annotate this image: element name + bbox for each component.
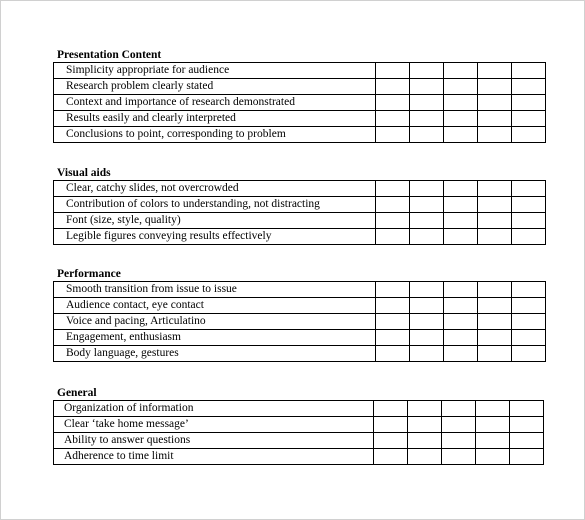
score-cell[interactable]	[376, 213, 410, 229]
score-cell[interactable]	[512, 181, 546, 197]
score-cell[interactable]	[512, 111, 546, 127]
score-cell[interactable]	[376, 181, 410, 197]
score-cell[interactable]	[444, 298, 478, 314]
score-cell[interactable]	[410, 346, 444, 362]
criterion-label: Font (size, style, quality)	[54, 213, 376, 229]
score-cell[interactable]	[444, 79, 478, 95]
score-cell[interactable]	[376, 197, 410, 213]
score-cell[interactable]	[476, 417, 510, 433]
score-cell[interactable]	[478, 298, 512, 314]
score-cell[interactable]	[410, 298, 444, 314]
score-cell[interactable]	[374, 449, 408, 465]
score-cell[interactable]	[512, 346, 546, 362]
score-cell[interactable]	[478, 181, 512, 197]
score-cell[interactable]	[478, 330, 512, 346]
score-cell[interactable]	[376, 330, 410, 346]
score-cell[interactable]	[444, 95, 478, 111]
score-cell[interactable]	[512, 229, 546, 245]
score-cell[interactable]	[410, 181, 444, 197]
score-cell[interactable]	[410, 95, 444, 111]
criterion-label: Context and importance of research demonstrated	[54, 95, 376, 111]
score-cell[interactable]	[478, 63, 512, 79]
criterion-label: Adherence to time limit	[54, 449, 374, 465]
table-row	[54, 63, 546, 79]
criterion-label: Clear, catchy slides, not overcrowded	[54, 181, 376, 197]
score-cell[interactable]	[410, 111, 444, 127]
score-cell[interactable]	[374, 401, 408, 417]
criterion-label: Research problem clearly stated	[54, 79, 376, 95]
score-cell[interactable]	[512, 330, 546, 346]
table-row	[54, 346, 546, 362]
rubric-table	[53, 400, 544, 465]
score-cell[interactable]	[444, 213, 478, 229]
criterion-label: Voice and pacing, Articulatino	[54, 314, 376, 330]
score-cell[interactable]	[374, 417, 408, 433]
score-cell[interactable]	[376, 79, 410, 95]
table-row	[54, 298, 546, 314]
criterion-label: Body language, gestures	[54, 346, 376, 362]
criterion-label: Contribution of colors to understanding, not distracting	[54, 197, 376, 213]
score-cell[interactable]	[444, 330, 478, 346]
table-row	[54, 330, 546, 346]
score-cell[interactable]	[376, 314, 410, 330]
score-cell[interactable]	[376, 95, 410, 111]
table-row	[54, 111, 546, 127]
score-cell[interactable]	[512, 95, 546, 111]
score-cell[interactable]	[478, 213, 512, 229]
rubric-table	[53, 281, 546, 362]
score-cell[interactable]	[510, 433, 544, 449]
score-cell[interactable]	[444, 282, 478, 298]
score-cell[interactable]	[478, 79, 512, 95]
score-cell[interactable]	[408, 449, 442, 465]
table-row	[54, 449, 544, 465]
score-cell[interactable]	[478, 111, 512, 127]
table-row	[54, 95, 546, 111]
section-title: Performance	[57, 268, 121, 280]
score-cell[interactable]	[410, 79, 444, 95]
score-cell[interactable]	[410, 197, 444, 213]
score-cell[interactable]	[510, 449, 544, 465]
score-cell[interactable]	[376, 127, 410, 143]
section-presentation-content	[53, 48, 536, 143]
score-cell[interactable]	[512, 282, 546, 298]
score-cell[interactable]	[376, 282, 410, 298]
score-cell[interactable]	[376, 111, 410, 127]
score-cell[interactable]	[410, 330, 444, 346]
score-cell[interactable]	[442, 449, 476, 465]
score-cell[interactable]	[476, 449, 510, 465]
rubric-table	[53, 62, 546, 143]
score-cell[interactable]	[478, 346, 512, 362]
score-cell[interactable]	[410, 213, 444, 229]
score-cell[interactable]	[444, 346, 478, 362]
score-cell[interactable]	[410, 314, 444, 330]
score-cell[interactable]	[408, 401, 442, 417]
score-cell[interactable]	[442, 417, 476, 433]
score-cell[interactable]	[408, 417, 442, 433]
score-cell[interactable]	[442, 433, 476, 449]
score-cell[interactable]	[478, 197, 512, 213]
score-cell[interactable]	[376, 346, 410, 362]
score-cell[interactable]	[512, 298, 546, 314]
score-cell[interactable]	[512, 79, 546, 95]
rubric-table	[53, 180, 546, 245]
criterion-label: Results easily and clearly interpreted	[54, 111, 376, 127]
score-cell[interactable]	[376, 298, 410, 314]
score-cell[interactable]	[444, 111, 478, 127]
score-cell[interactable]	[478, 95, 512, 111]
score-cell[interactable]	[510, 401, 544, 417]
score-cell[interactable]	[510, 417, 544, 433]
table-row	[54, 213, 546, 229]
table-row	[54, 401, 544, 417]
section-title: Presentation Content	[57, 49, 162, 61]
score-cell[interactable]	[512, 127, 546, 143]
section-title: Visual aids	[57, 167, 111, 179]
score-cell[interactable]	[410, 282, 444, 298]
score-cell[interactable]	[444, 63, 478, 79]
criterion-label: Engagement, enthusiasm	[54, 330, 376, 346]
criterion-label: Ability to answer questions	[54, 433, 374, 449]
score-cell[interactable]	[376, 229, 410, 245]
table-row	[54, 282, 546, 298]
table-row	[54, 314, 546, 330]
score-cell[interactable]	[478, 229, 512, 245]
score-cell[interactable]	[444, 229, 478, 245]
score-cell[interactable]	[374, 433, 408, 449]
score-cell[interactable]	[442, 401, 476, 417]
score-cell[interactable]	[410, 63, 444, 79]
score-cell[interactable]	[478, 314, 512, 330]
score-cell[interactable]	[512, 314, 546, 330]
criterion-label: Smooth transition from issue to issue	[54, 282, 376, 298]
score-cell[interactable]	[444, 314, 478, 330]
score-cell[interactable]	[512, 197, 546, 213]
table-row	[54, 181, 546, 197]
score-cell[interactable]	[476, 401, 510, 417]
criterion-label: Simplicity appropriate for audience	[54, 63, 376, 79]
criterion-label: Clear ‘take home message’	[54, 417, 374, 433]
score-cell[interactable]	[512, 63, 546, 79]
score-cell[interactable]	[444, 127, 478, 143]
score-cell[interactable]	[476, 433, 510, 449]
table-row	[54, 79, 546, 95]
section-general	[53, 386, 536, 465]
table-row	[54, 197, 546, 213]
score-cell[interactable]	[410, 127, 444, 143]
score-cell[interactable]	[376, 63, 410, 79]
criterion-label: Conclusions to point, corresponding to problem	[54, 127, 376, 143]
score-cell[interactable]	[410, 229, 444, 245]
score-cell[interactable]	[478, 282, 512, 298]
criterion-label: Organization of information	[54, 401, 374, 417]
score-cell[interactable]	[444, 197, 478, 213]
table-row	[54, 229, 546, 245]
table-row	[54, 417, 544, 433]
table-row	[54, 433, 544, 449]
score-cell[interactable]	[512, 213, 546, 229]
criterion-label: Legible figures conveying results effectively	[54, 229, 376, 245]
criterion-label: Audience contact, eye contact	[54, 298, 376, 314]
score-cell[interactable]	[478, 127, 512, 143]
section-visual-aids	[53, 166, 536, 245]
section-title: General	[57, 387, 97, 399]
score-cell[interactable]	[408, 433, 442, 449]
section-performance	[53, 267, 536, 362]
score-cell[interactable]	[444, 181, 478, 197]
table-row	[54, 127, 546, 143]
